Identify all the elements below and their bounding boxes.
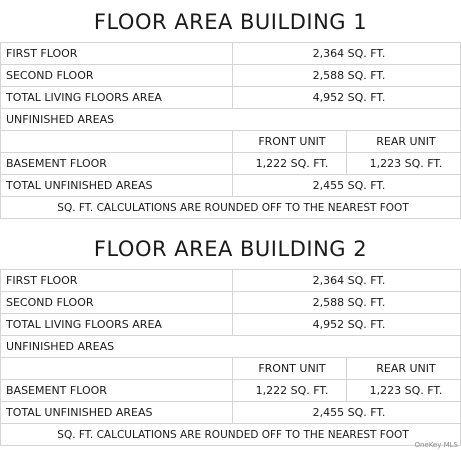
unfinished-areas-row (1, 336, 461, 358)
total-living-value: 4,952 SQ. FT. (233, 87, 461, 109)
total-living-label: TOTAL LIVING FLOORS AREA (1, 314, 233, 336)
unfinished-areas-label: UNFINISHED AREAS (1, 336, 461, 358)
second-floor-value: 2,588 SQ. FT. (233, 292, 461, 314)
unfinished-areas-label: UNFINISHED AREAS (1, 109, 461, 131)
basement-rear-value: 1,223 SQ. FT. (347, 153, 461, 175)
unit-header-row (1, 131, 461, 153)
total-living-label: TOTAL LIVING FLOORS AREA (1, 87, 233, 109)
basement-rear-value: 1,223 SQ. FT. (347, 380, 461, 402)
basement-floor-label: BASEMENT FLOOR (1, 380, 233, 402)
basement-front-value: 1,222 SQ. FT. (233, 380, 347, 402)
rounding-note-row (1, 197, 461, 219)
basement-floor-row (1, 380, 461, 402)
total-unfinished-value: 2,455 SQ. FT. (233, 402, 461, 424)
first-floor-row (1, 270, 461, 292)
unit-header-row (1, 358, 461, 380)
second-floor-label: SECOND FLOOR (1, 292, 233, 314)
rounding-note-row (1, 424, 461, 446)
unit-header-spacer (1, 358, 233, 380)
total-unfinished-value: 2,455 SQ. FT. (233, 175, 461, 197)
basement-front-value: 1,222 SQ. FT. (233, 153, 347, 175)
total-living-row (1, 314, 461, 336)
total-living-row (1, 87, 461, 109)
front-unit-header: FRONT UNIT (233, 131, 347, 153)
first-floor-value: 2,364 SQ. FT. (233, 270, 461, 292)
rounding-note: SQ. FT. CALCULATIONS ARE ROUNDED OFF TO THE NEAREST FOOT (1, 197, 461, 219)
building-2-title: FLOOR AREA BUILDING 2 (93, 237, 368, 261)
basement-floor-row (1, 153, 461, 175)
second-floor-row (1, 65, 461, 87)
watermark: OneKey MLS (414, 441, 458, 449)
second-floor-row (1, 292, 461, 314)
unit-header-spacer (1, 131, 233, 153)
first-floor-label: FIRST FLOOR (1, 270, 233, 292)
building-1-title: FLOOR AREA BUILDING 1 (93, 10, 368, 34)
unfinished-areas-row (1, 109, 461, 131)
first-floor-value: 2,364 SQ. FT. (233, 43, 461, 65)
total-unfinished-row (1, 402, 461, 424)
rear-unit-header: REAR UNIT (347, 358, 461, 380)
second-floor-label: SECOND FLOOR (1, 65, 233, 87)
building-2-floor-area-table (0, 269, 461, 446)
basement-floor-label: BASEMENT FLOOR (1, 153, 233, 175)
rounding-note: SQ. FT. CALCULATIONS ARE ROUNDED OFF TO THE NEAREST FOOT (1, 424, 461, 446)
second-floor-value: 2,588 SQ. FT. (233, 65, 461, 87)
first-floor-label: FIRST FLOOR (1, 43, 233, 65)
front-unit-header: FRONT UNIT (233, 358, 347, 380)
rear-unit-header: REAR UNIT (347, 131, 461, 153)
first-floor-row (1, 43, 461, 65)
building-1-floor-area-table (0, 42, 461, 219)
total-unfinished-row (1, 175, 461, 197)
total-living-value: 4,952 SQ. FT. (233, 314, 461, 336)
total-unfinished-label: TOTAL UNFINISHED AREAS (1, 175, 233, 197)
total-unfinished-label: TOTAL UNFINISHED AREAS (1, 402, 233, 424)
